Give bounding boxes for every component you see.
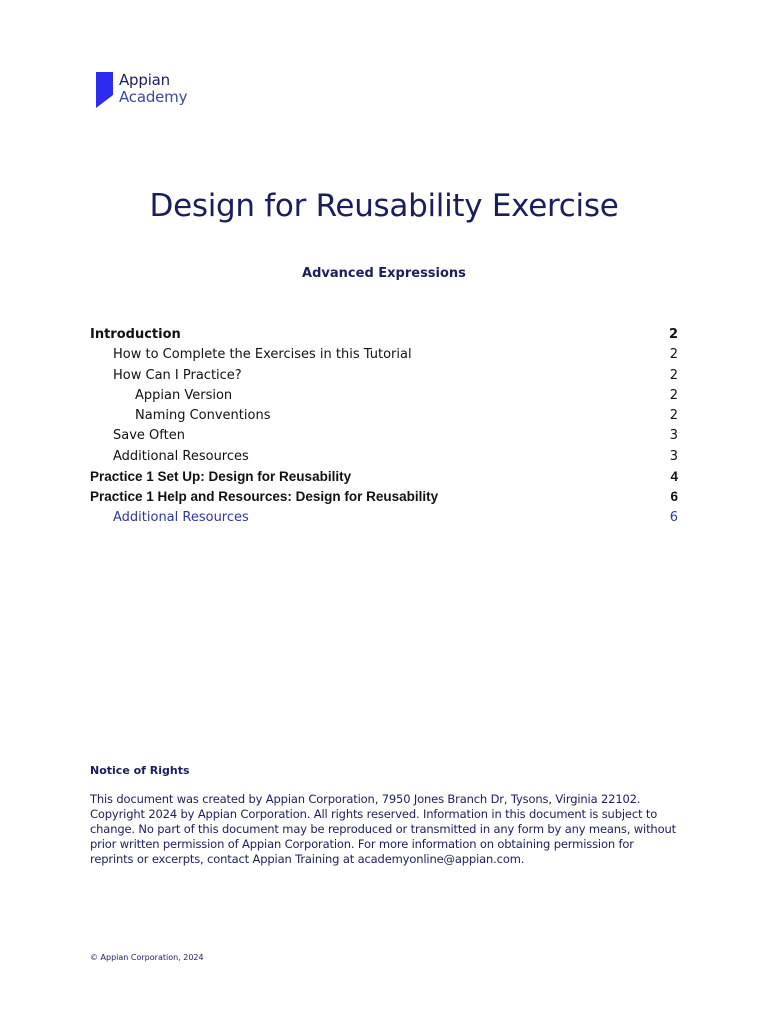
logo-wordmark xyxy=(119,72,187,106)
toc-entry[interactable] xyxy=(90,406,678,426)
toc-entry-label[interactable]: Additional Resources xyxy=(113,448,249,464)
appian-academy-logo xyxy=(96,72,216,112)
toc-entry-label[interactable]: Additional Resources xyxy=(113,509,249,525)
notice-line: This document was created by Appian Corporation, 7950 Jones Branch Dr, Tysons, Virginia 22102. xyxy=(90,792,641,806)
toc-entry[interactable] xyxy=(90,366,678,386)
logo-line-appian: Appian xyxy=(119,71,170,89)
toc-entry-label[interactable]: Practice 1 Set Up: Design for Reusability xyxy=(90,469,352,485)
toc-entry-page[interactable]: 3 xyxy=(669,428,678,444)
toc-entry-label[interactable]: Appian Version xyxy=(135,387,233,403)
toc-entry-label[interactable]: Naming Conventions xyxy=(135,408,271,424)
table-of-contents xyxy=(90,325,678,528)
toc-entry-page[interactable]: 6 xyxy=(669,509,678,525)
toc-entry[interactable] xyxy=(90,447,678,467)
toc-entry-page[interactable]: 3 xyxy=(669,448,678,464)
toc-entry[interactable] xyxy=(90,467,678,487)
toc-entry[interactable] xyxy=(90,386,678,406)
toc-entry-label[interactable]: Practice 1 Help and Resources: Design for Reusability xyxy=(90,489,439,505)
footer-copyright: © Appian Corporation, 2024 xyxy=(90,953,204,962)
document-title: Design for Reusability Exercise xyxy=(149,188,619,224)
notice-line: Copyright 2024 by Appian Corporation. All rights reserved. Information in this document is subject to xyxy=(90,807,658,821)
toc-entry[interactable] xyxy=(90,426,678,446)
toc-entry-page[interactable]: 2 xyxy=(669,367,678,383)
toc-entry-page[interactable]: 2 xyxy=(669,408,678,424)
toc-entry[interactable] xyxy=(90,487,678,507)
appian-logo-mark-icon xyxy=(96,72,113,108)
notice-body xyxy=(90,792,686,867)
notice-line: prior written permission of Appian Corporation. For more information on obtaining permission for xyxy=(90,837,634,851)
notice-line: change. No part of this document may be reproduced or transmitted in any form by any means, without xyxy=(90,822,676,836)
toc-entry-page[interactable]: 4 xyxy=(670,469,678,485)
toc-entry-label[interactable]: How to Complete the Exercises in this Tutorial xyxy=(113,347,412,363)
toc-entry-page[interactable]: 2 xyxy=(669,347,678,363)
toc-entry-label[interactable]: Save Often xyxy=(113,428,185,444)
logo-line-academy: Academy xyxy=(119,88,188,106)
toc-entry-page[interactable]: 2 xyxy=(668,327,678,342)
toc-entry-label[interactable]: Introduction xyxy=(90,327,181,342)
toc-entry[interactable] xyxy=(90,325,678,345)
toc-entry-page[interactable]: 6 xyxy=(670,489,678,505)
toc-entry[interactable] xyxy=(90,508,678,528)
document-subtitle: Advanced Expressions xyxy=(302,266,466,281)
notice-line: reprints or excerpts, contact Appian Training at academyonline@appian.com. xyxy=(90,852,525,866)
toc-entry-page[interactable]: 2 xyxy=(669,387,678,403)
notice-heading: Notice of Rights xyxy=(90,764,190,777)
toc-entry[interactable] xyxy=(90,345,678,365)
toc-entry-label[interactable]: How Can I Practice? xyxy=(113,367,242,383)
